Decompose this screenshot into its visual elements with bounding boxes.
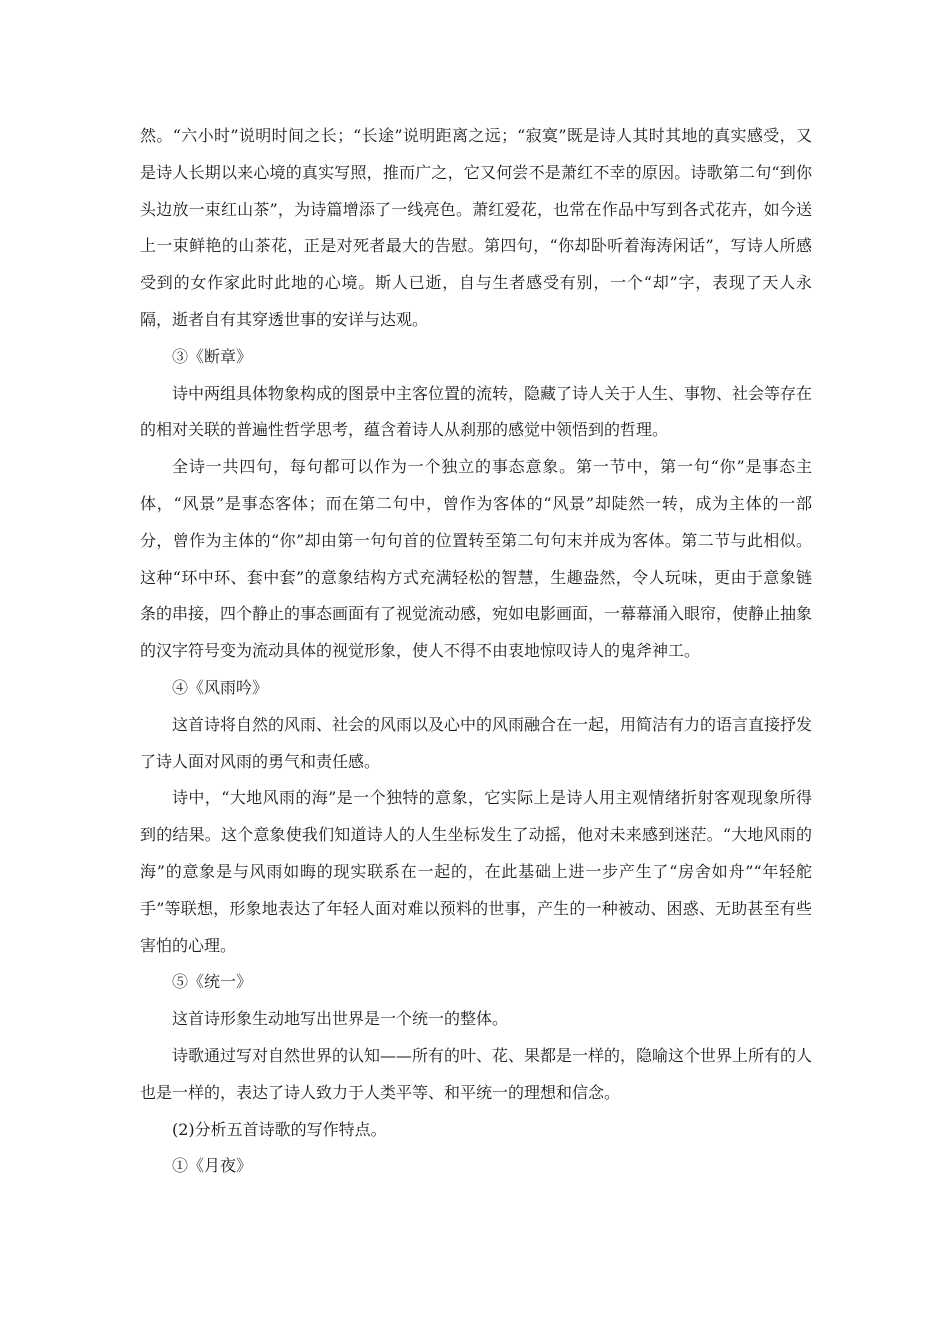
document-page	[140, 118, 812, 1185]
paragraph-duan-zhang-structure: 全诗一共四句，每句都可以作为一个独立的事态意象。第一节中，第一句“你”是事态主体，“风景”是事态客体；而在第二句中，曾作为客体的“风景”却陡然一转，成为主体的一部分，曾作为主体的“你”却由第一句句首的位置转至第二句句末并成为客体。第二节与此相似。这种“环中环、套中套”的意象结构方式充满轻松的智慧，生趣盎然，令人玩味，更由于意象链条的串接，四个静止的事态画面有了视觉流动感，宛如电影画面，一幕幕涌入眼帘，使静止抽象的汉字符号变为流动具体的视觉形象，使人不得不由衷地惊叹诗人的鬼斧神工。	[140, 457, 813, 661]
paragraph-tong-yi-meaning: 诗歌通过写对自然世界的认知——所有的叶、花、果都是一样的，隐喻这个世界上所有的人也是一样的，表达了诗人致力于人类平等、和平统一的理想和信念。	[140, 1045, 813, 1102]
paragraph-tong-yi-theme: 这首诗形象生动地写出世界是一个统一的整体。	[172, 1009, 509, 1029]
question-writing-features: (2)分析五首诗歌的写作特点。	[172, 1119, 387, 1139]
paragraph-duan-zhang-theme: 诗中两组具体物象构成的图景中主客位置的流转，隐藏了诗人关于人生、事物、社会等存在的相对关联的普遍性哲学思考，蕴含着诗人从刹那的感觉中领悟到的哲理。	[140, 383, 813, 440]
heading-feng-yu-yin: ④《风雨吟》	[172, 677, 269, 697]
paragraph-feng-yu-yin-imagery: 诗中，“大地风雨的海”是一个独特的意象，它实际上是诗人用主观情绪折射客观现象所得到的结果。这个意象使我们知道诗人的人生坐标发生了动摇，他对未来感到迷茫。“大地风雨的海”的意象是与风雨如晦的现实联系在一起的，在此基础上进一步产生了“房舍如舟”“年轻舵手”等联想，形象地表达了年轻人面对难以预料的世事，产生的一种被动、困惑、无助甚至有些害怕的心理。	[140, 788, 812, 955]
heading-tong-yi: ⑤《统一》	[172, 972, 253, 992]
heading-duan-zhang: ③《断章》	[172, 346, 253, 366]
paragraph-xiao-hong-continued: 然。“六小时”说明时间之长；“长途”说明距离之远；“寂寞”既是诗人其时其地的真实感受，又是诗人长期以来心境的真实写照，推而广之，它又何尝不是萧红不幸的原因。诗歌第二句“到你头边放一束红山茶”，为诗篇增添了一线亮色。萧红爱花，也常在作品中写到各式花卉，如今送上一束鲜艳的山茶花，正是对死者最大的告慰。第四句，“你却卧听着海涛闲话”，写诗人所感受到的女作家此时此地的心境。斯人已逝，自与生者感受有别，一个“却”字，表现了天人永隔，逝者自有其穿透世事的安详与达观。	[140, 126, 812, 329]
paragraph-feng-yu-yin-theme: 这首诗将自然的风雨、社会的风雨以及心中的风雨融合在一起，用简洁有力的语言直接抒发了诗人面对风雨的勇气和责任感。	[140, 714, 813, 771]
heading-yue-ye: ①《月夜》	[172, 1156, 253, 1176]
